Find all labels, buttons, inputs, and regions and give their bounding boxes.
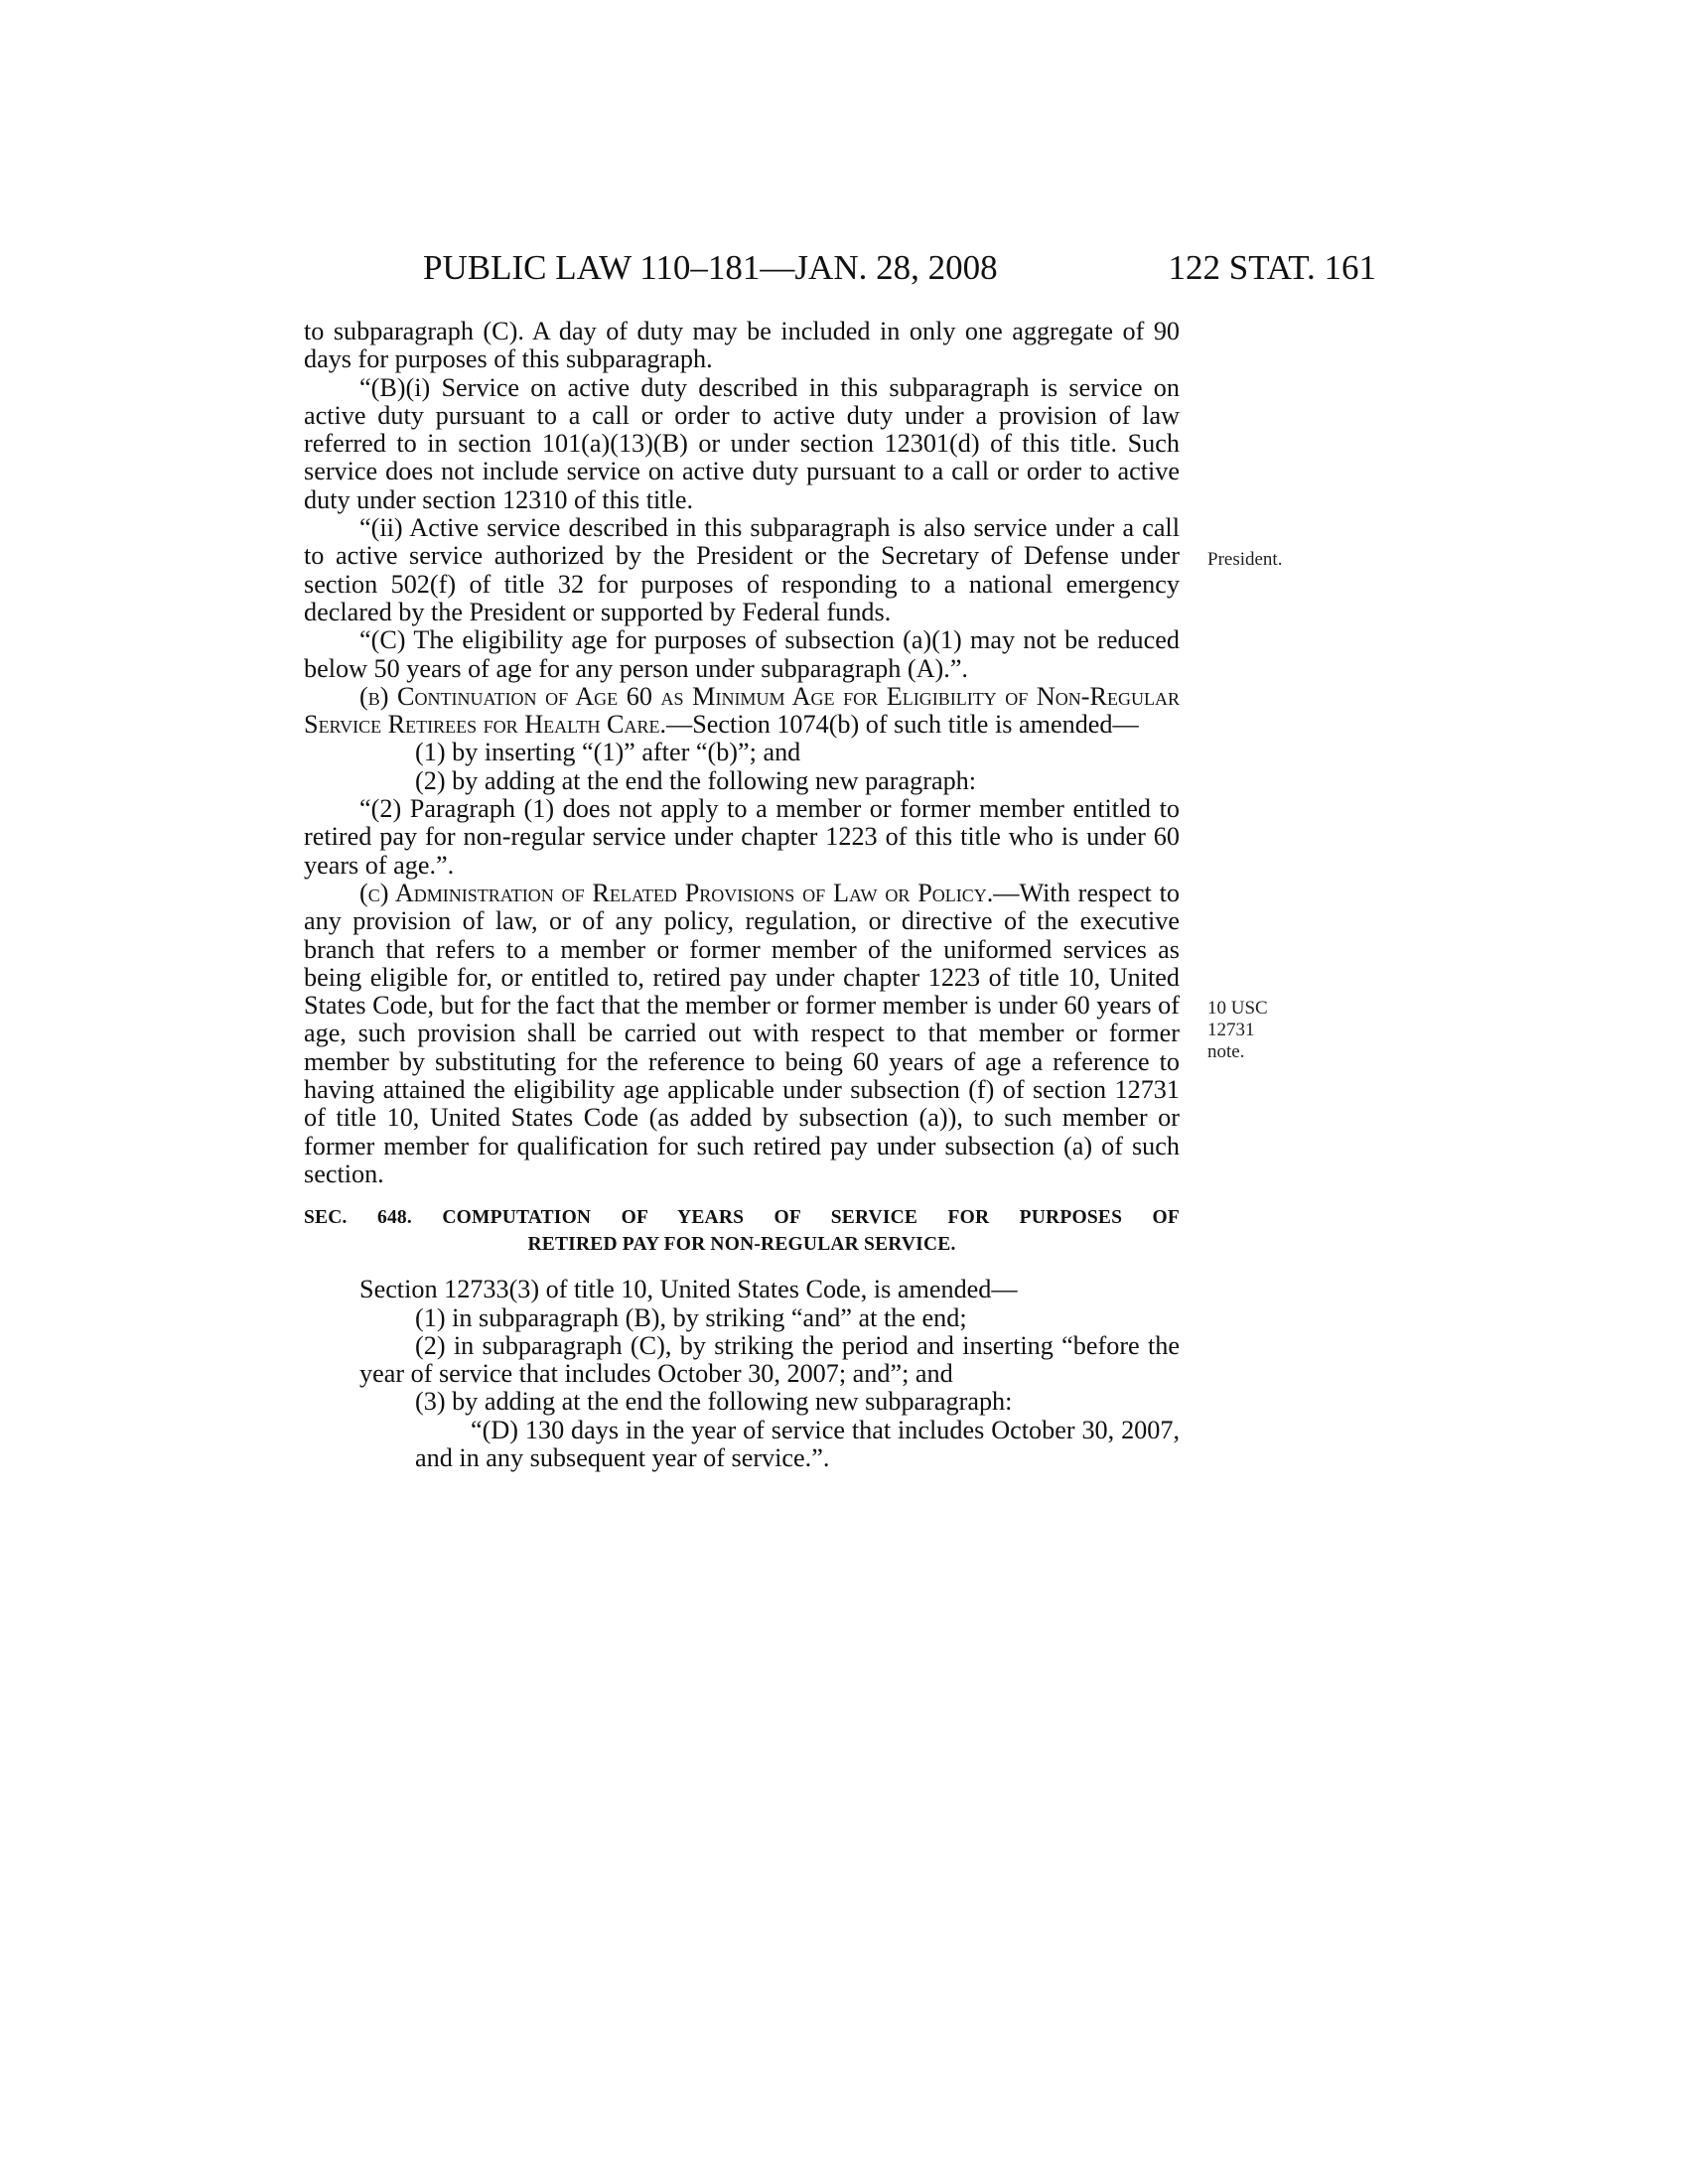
paragraph-continuation: to subparagraph (C). A day of duty may be included in only one aggregate of 90 days for purposes of this subparagraph. <box>304 317 1180 374</box>
subsection-b <box>304 683 1180 740</box>
subsection-b-text: —Section 1074(b) of such title is amended— <box>666 710 1139 740</box>
paragraph-c: “(C) The eligibility age for purposes of subsection (a)(1) may not be reduced below 50 years of age for any person under subparagraph (A).”. <box>304 625 1180 683</box>
document-body <box>304 318 1180 1472</box>
paragraph-b-ii: “(ii) Active service described in this subparagraph is also service under a call to active service authorized by the President or the Secretary of Defense under section 502(f) of title 32 for purposes of responding to a national emergency declared by the President or supported by Federal funds. <box>304 513 1180 626</box>
section-648-item-2: (2) in subparagraph (C), by striking the period and inserting “before the year of service that includes October 30, 2007; and”; and <box>359 1330 1180 1389</box>
margin-note-usc-line2: note. <box>1207 1041 1245 1062</box>
section-648-item-3: (3) by adding at the end the following new subparagraph: <box>415 1387 1013 1417</box>
section-648-item-1: (1) in subparagraph (B), by striking “and” at the end; <box>415 1302 967 1332</box>
section-heading <box>304 1204 1180 1258</box>
header-page-number: 122 STAT. 161 <box>1168 248 1376 287</box>
header-title: PUBLIC LAW 110–181—JAN. 28, 2008 <box>423 248 998 287</box>
margin-note-president: President. <box>1207 549 1283 570</box>
section-648-intro: Section 12733(3) of title 10, United States Code, is amended— <box>359 1275 1018 1304</box>
page-header <box>304 248 1376 288</box>
amendment-item-1: (1) by inserting “(1)” after “(b)”; and <box>415 738 801 767</box>
new-paragraph-2: “(2) Paragraph (1) does not apply to a member or former member entitled to retired pay for non-regular service under chapter 1223 of this title who is under 60 years of age.”. <box>304 794 1180 880</box>
subsection-c <box>304 880 1180 1188</box>
section-heading-line2: RETIRED PAY FOR NON-REGULAR SERVICE. <box>527 1234 956 1256</box>
section-648-subparagraph-d: “(D) 130 days in the year of service that includes October 30, 2007, and in any subsequent year of service.”. <box>415 1415 1180 1472</box>
paragraph-b-i: “(B)(i) Service on active duty described in this subparagraph is service on active duty pursuant to a call or order to active duty under a provision of law referred to in section 101(a)(13)(B) or under section 12301(d) of this title. Such service does not include service on active duty pursuant to a call or order to active duty under section 12310 of this title. <box>304 372 1180 514</box>
margin-note-usc-line1: 10 USC 12731 <box>1207 998 1268 1040</box>
amendment-item-2: (2) by adding at the end the following new paragraph: <box>415 765 977 795</box>
subsection-c-heading: (c) Administration of Related Provisions of Law or Policy. <box>359 878 994 907</box>
section-heading-line1: SEC. 648. COMPUTATION OF YEARS OF SERVICE FOR PURPOSES OF <box>304 1207 1180 1229</box>
margin-note-usc <box>1207 998 1317 1063</box>
subsection-c-text: —With respect to any provision of law, or of any policy, regulation, or directive of the executive branch that refers to a member or former member of the uniformed services as being eligible for, or entitled to, retired pay under chapter 1223 of title 10, United States Code, but for the fact that the member or former member is under 60 years of age, such provision shall be carried out with respect to that member or former member by substituting for the reference to being 60 years of age a reference to having attained the eligibility age applicable under subsection (f) of section 12731 of title 10, United States Code (as added by subsection (a)), to such member or former member for qualification for such retired pay under subsection (a) of such section. <box>304 878 1180 1188</box>
subsection-b-heading: (b) Continuation of Age 60 as Minimum Age for Eligibility of Non-Regular Service Retirees for Health Care. <box>304 681 1180 740</box>
